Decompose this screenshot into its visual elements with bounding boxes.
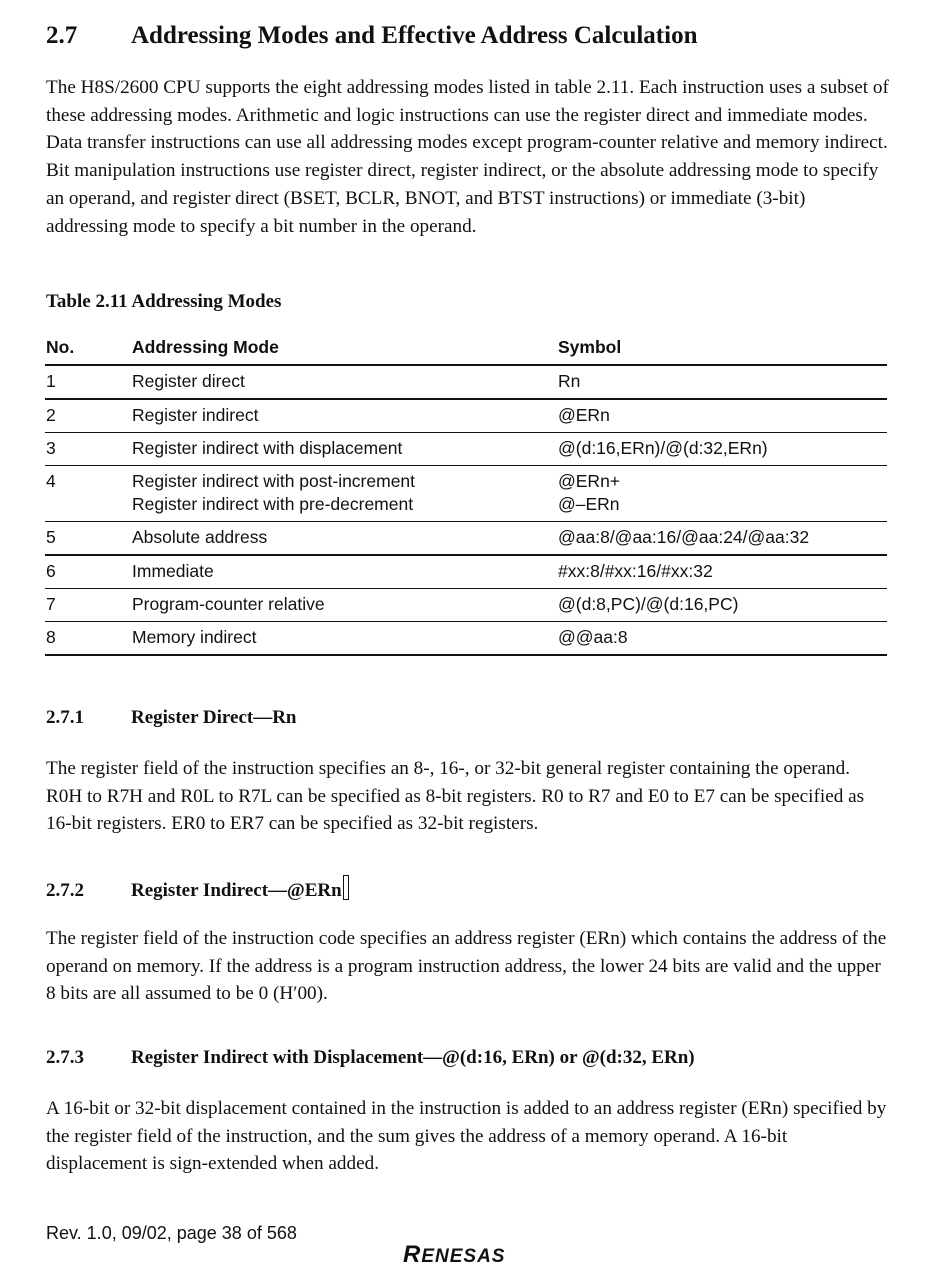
section-title: Addressing Modes and Effective Address Calculation <box>131 22 698 49</box>
row-mode-line: Register indirect with pre-decrement <box>132 494 414 514</box>
table-row <box>45 556 887 589</box>
row-symbol: @(d:8,PC)/@(d:16,PC) <box>558 594 739 614</box>
row-mode: Program-counter relative <box>132 594 325 614</box>
table-row <box>45 433 887 466</box>
intro-paragraph: The H8S/2600 CPU supports the eight addressing modes listed in table 2.11. Each instruction uses a subset of these addressing modes. Arithmetic and logic instructions can use the register direct and immediate modes. Data transfer instructions can use all addressing modes except program-counter relative and memory indirect. Bit manipulation instructions use register direct, register indirect, or the absolute addressing mode to specify an operand, and register direct (BSET, BCLR, BNOT, and BTST instructions) or immediate (3-bit) addressing mode to specify a bit number in the operand. <box>46 77 889 237</box>
row-no: 6 <box>46 561 56 581</box>
header-symbol: Symbol <box>558 337 622 357</box>
row-symbol: Rn <box>558 371 581 391</box>
row-symbol-line: @–ERn <box>558 494 620 514</box>
row-no: 3 <box>46 438 56 458</box>
addressing-modes-table <box>45 334 887 656</box>
table-caption: Table 2.11 Addressing Modes <box>46 291 282 312</box>
row-mode: Register direct <box>132 371 245 391</box>
row-no: 4 <box>46 471 56 491</box>
section-heading <box>46 18 697 54</box>
text-cursor-icon <box>343 875 349 900</box>
row-mode: Register indirect <box>132 405 259 425</box>
row-symbol-line: @ERn+ <box>558 471 621 491</box>
table-row <box>45 522 887 556</box>
subsection-number: 2.7.2 <box>46 880 84 901</box>
row-symbol: @ERn <box>558 405 610 425</box>
subsection-heading <box>46 1045 695 1071</box>
row-mode: Register indirect with displacement <box>132 438 403 458</box>
table-row <box>45 589 887 622</box>
subsection-title: Register Indirect with Displacement—@(d:16, ERn) or @(d:32, ERn) <box>131 1047 695 1068</box>
subsection-title: Register Direct—Rn <box>131 707 297 728</box>
row-no: 2 <box>46 405 56 425</box>
logo-rest: ENESAS <box>421 1246 506 1267</box>
row-symbol: #xx:8/#xx:16/#xx:32 <box>558 561 713 581</box>
table-row <box>45 622 887 656</box>
row-no: 8 <box>46 627 56 647</box>
logo-initial: R <box>403 1241 422 1268</box>
row-mode <box>132 470 558 516</box>
table-row <box>45 366 887 400</box>
row-no: 5 <box>46 527 56 547</box>
header-mode: Addressing Mode <box>132 337 279 357</box>
row-symbol: @aa:8/@aa:16/@aa:24/@aa:32 <box>558 527 810 547</box>
table-row <box>45 400 887 433</box>
table-header <box>45 334 887 366</box>
header-no: No. <box>46 337 75 357</box>
row-no: 1 <box>46 371 56 391</box>
subsection-paragraph: The register field of the instruction code specifies an address register (ERn) which contains the address of the operand on memory. If the address is a program instruction address, the lower 24 bits are valid and the upper 8 bits are all assumed to be 0 (H′00). <box>46 928 887 1005</box>
row-mode: Immediate <box>132 561 214 581</box>
row-no: 7 <box>46 594 56 614</box>
row-symbol: @(d:16,ERn)/@(d:32,ERn) <box>558 438 768 458</box>
subsection-heading <box>46 705 297 731</box>
row-symbol <box>558 470 887 516</box>
subsection-number: 2.7.1 <box>46 707 84 728</box>
row-mode: Memory indirect <box>132 627 257 647</box>
subsection-paragraph: A 16-bit or 32-bit displacement contained in the instruction is added to an address register (ERn) specified by the register field of the instruction, and the sum gives the address of a memory operand. A 16-bit displacement is sign-extended when added. <box>46 1098 887 1175</box>
subsection-paragraph: The register field of the instruction specifies an 8-, 16-, or 32-bit general register containing the operand. R0H to R7H and R0L to R7L can be specified as 8-bit registers. R0 to R7 and E0 to E7 can be specified as 16-bit registers. ER0 to ER7 can be specified as 32-bit registers. <box>46 758 865 835</box>
subsection-number: 2.7.3 <box>46 1047 84 1068</box>
section-number: 2.7 <box>46 22 78 49</box>
row-symbol: @@aa:8 <box>558 627 628 647</box>
row-mode: Absolute address <box>132 527 268 547</box>
renesas-logo <box>403 1243 505 1269</box>
subsection-title: Register Indirect—@ERn <box>131 880 342 901</box>
page-footer: Rev. 1.0, 09/02, page 38 of 568 <box>46 1223 297 1243</box>
row-mode-line: Register indirect with post-increment <box>132 471 416 491</box>
subsection-heading <box>46 875 349 904</box>
table-row <box>45 466 887 522</box>
